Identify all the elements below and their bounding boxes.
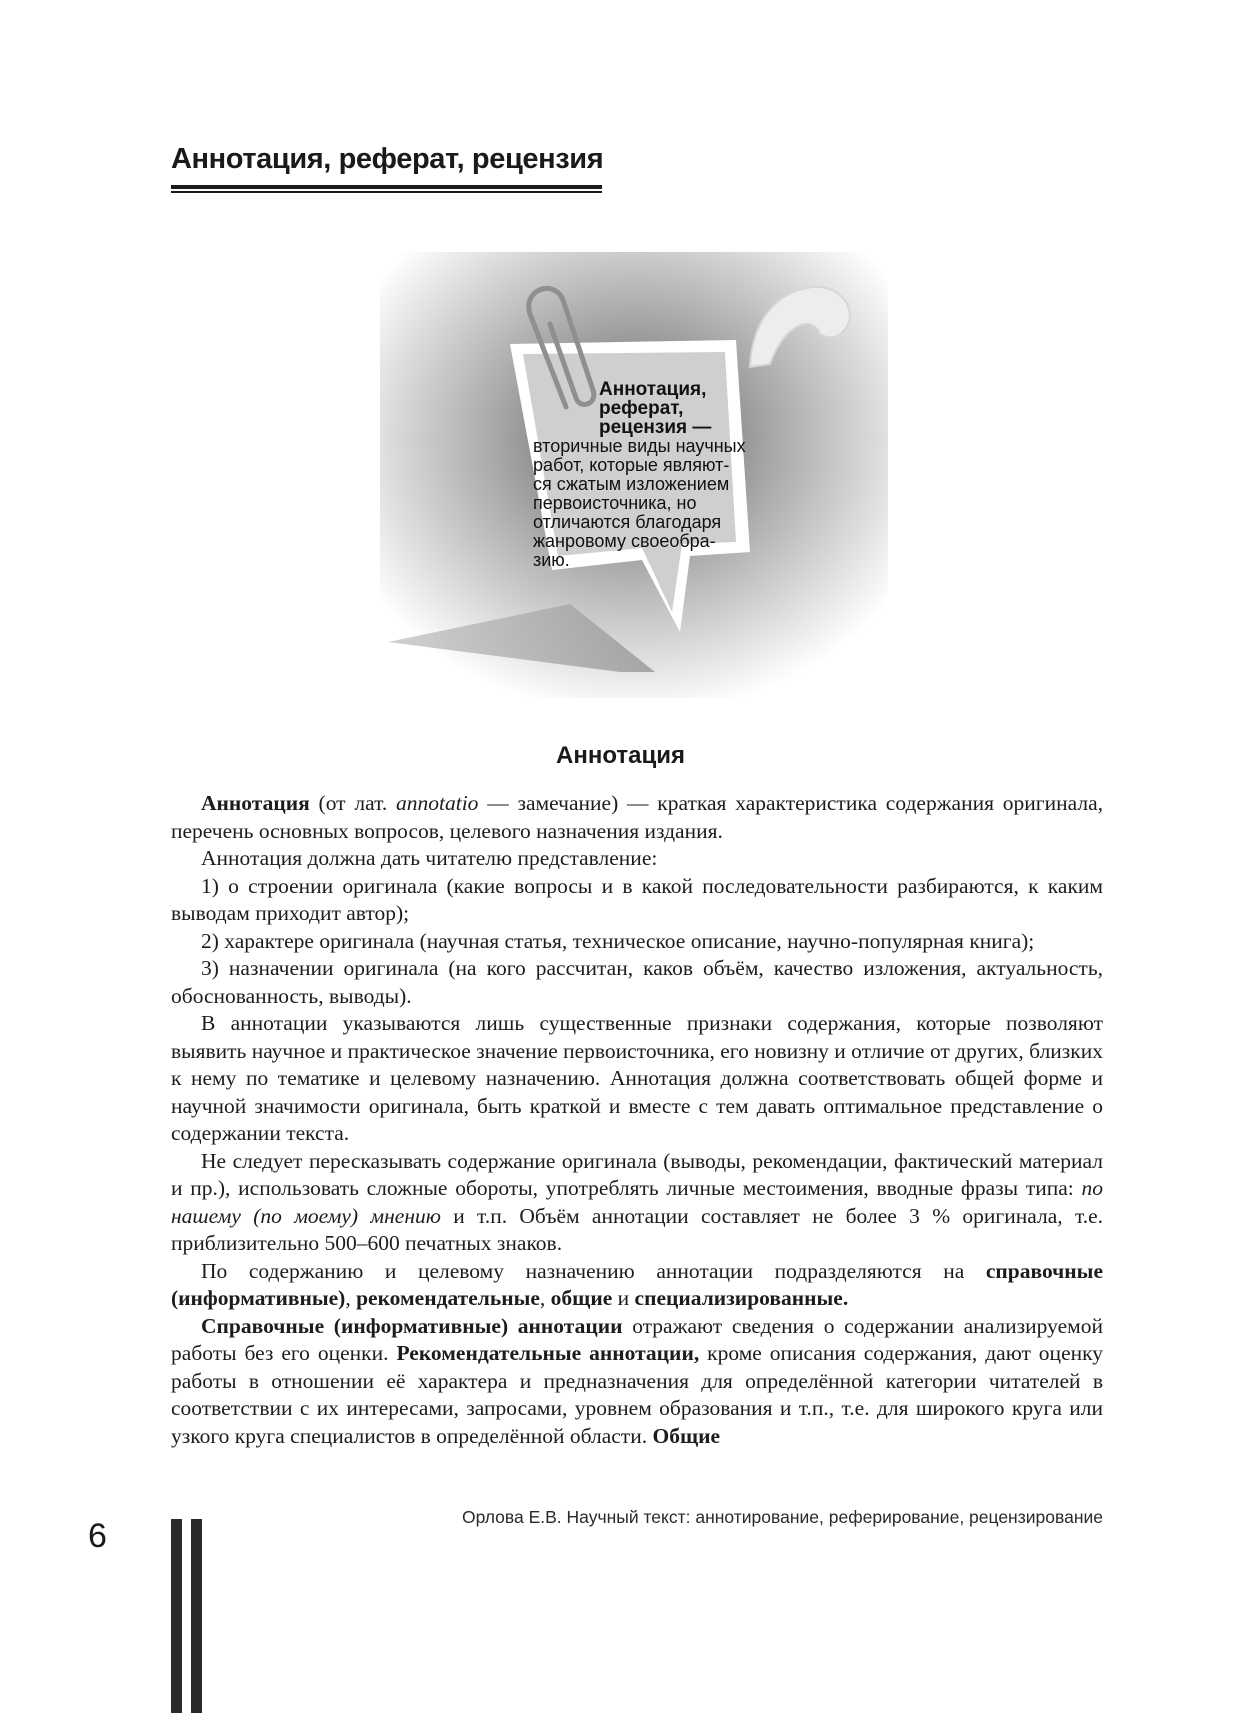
bold-term: справочные (информативные) xyxy=(171,1258,1103,1310)
callout-definition-line: вторичные виды научных xyxy=(533,436,746,456)
callout-definition-line: работ, которые являют- xyxy=(533,455,730,475)
callout-definition xyxy=(533,436,746,570)
title-underline-thick xyxy=(171,185,602,189)
text-run: — замечание) — краткая характеристика содержания оригинала, перечень основных вопросов, целевого назначения издания. xyxy=(171,791,1103,843)
text-run: Аннотация должна дать читателю представление: xyxy=(201,846,658,870)
bold-term: рекомендательные xyxy=(356,1286,540,1310)
footer-bar xyxy=(171,1519,182,1713)
text-run: 1) о строении оригинала (какие вопросы и в какой последовательности разбираются, к каким выводам приходит автор); xyxy=(171,873,1103,925)
callout-dash: — xyxy=(687,417,712,438)
body-paragraph xyxy=(171,955,1103,1010)
text-run: отражают сведения о содержании анализируемой работы без его оценки. xyxy=(171,1313,1103,1365)
italic-term: annotatio xyxy=(396,791,479,815)
italic-term: по нашему (по моему) мнению xyxy=(171,1176,1103,1228)
body-paragraph xyxy=(171,1258,1103,1313)
page-number: 6 xyxy=(88,1517,107,1555)
text-run: и xyxy=(612,1286,635,1310)
body-paragraph xyxy=(171,928,1103,956)
callout-definition-line: отличаются благодаря xyxy=(533,512,722,532)
body-paragraph xyxy=(171,1313,1103,1451)
body-paragraph xyxy=(171,790,1103,845)
subsection-title: Аннотация xyxy=(556,742,685,769)
bold-term: специализированные. xyxy=(634,1286,849,1310)
callout-text xyxy=(533,380,773,570)
callout-definition-line: зию. xyxy=(533,550,570,570)
bold-term: общие xyxy=(550,1286,613,1310)
body-paragraph xyxy=(171,1010,1103,1148)
body-paragraph xyxy=(171,873,1103,928)
body-paragraph xyxy=(171,845,1103,873)
text-run: Не следует пересказывать содержание оригинала (выводы, рекомендации, фактический материал и пр.), использовать сложные обороты, употреблять личные местоимения, вводные фразы типа: xyxy=(171,1148,1103,1200)
text-run: 2) характере оригинала (научная статья, техническое описание, научно-популярная книга); xyxy=(201,928,1035,953)
text-run: , xyxy=(345,1286,357,1310)
footer-bar xyxy=(191,1519,202,1713)
text-run: По содержанию и целевому назначению аннотации подразделяются на xyxy=(201,1258,986,1283)
bold-term: Справочные (информативные) аннотации xyxy=(201,1313,623,1338)
callout-term xyxy=(533,380,773,437)
callout-illustration xyxy=(380,252,888,698)
bold-term: Общие xyxy=(652,1423,721,1448)
callout-term-line: Аннотация, xyxy=(599,379,707,400)
running-footer: Орлова Е.В. Научный текст: аннотирование, реферирование, рецензирование xyxy=(462,1507,1103,1527)
text-run: В аннотации указываются лишь существенные признаки содержания, которые позволяют выявить научное и практическое значение первоисточника, его новизну и отличие от других, близких к нему по тематике и целевому назначению. Аннотация должна соответствовать общей форме и научной значимости оригинала, быть краткой и вместе с тем давать оптимальное представление о содержании текста. xyxy=(171,1011,1103,1145)
text-run: кроме описания содержания, дают оценку работы в отношении её характера и предназначения для определённой категории читателей в соответствии с их интересами, запросами, уровнем образования и т.п., т.е. для широкого круга или узкого круга специалистов в определённой области. xyxy=(171,1341,1104,1448)
text-run: (от лат. xyxy=(309,791,397,815)
bold-term: Аннотация xyxy=(201,791,310,815)
callout-definition-line: ся сжатым изложением xyxy=(533,474,730,494)
callout-term-line: реферат, xyxy=(599,398,684,419)
callout-definition-line: первоисточника, но xyxy=(533,493,697,513)
body-text xyxy=(171,790,1103,1450)
callout-definition-line: жанровому своеобра- xyxy=(533,531,716,551)
title-underline-thin xyxy=(171,191,602,193)
body-paragraph xyxy=(171,1148,1103,1258)
text-run: 3) назначении оригинала (на кого рассчитан, каков объём, качество изложения, актуальность, обоснованность, выводы). xyxy=(171,956,1103,1008)
section-title: Аннотация, реферат, рецензия xyxy=(171,143,604,175)
bold-term: Рекомендательные аннотации, xyxy=(396,1341,700,1365)
text-run: , xyxy=(539,1286,551,1310)
text-run: и т.п. Объём аннотации составляет не более 3 % оригинала, т.е. приблизительно 500–600 печатных знаков. xyxy=(171,1203,1104,1255)
callout-term-line: рецензия xyxy=(599,417,688,438)
